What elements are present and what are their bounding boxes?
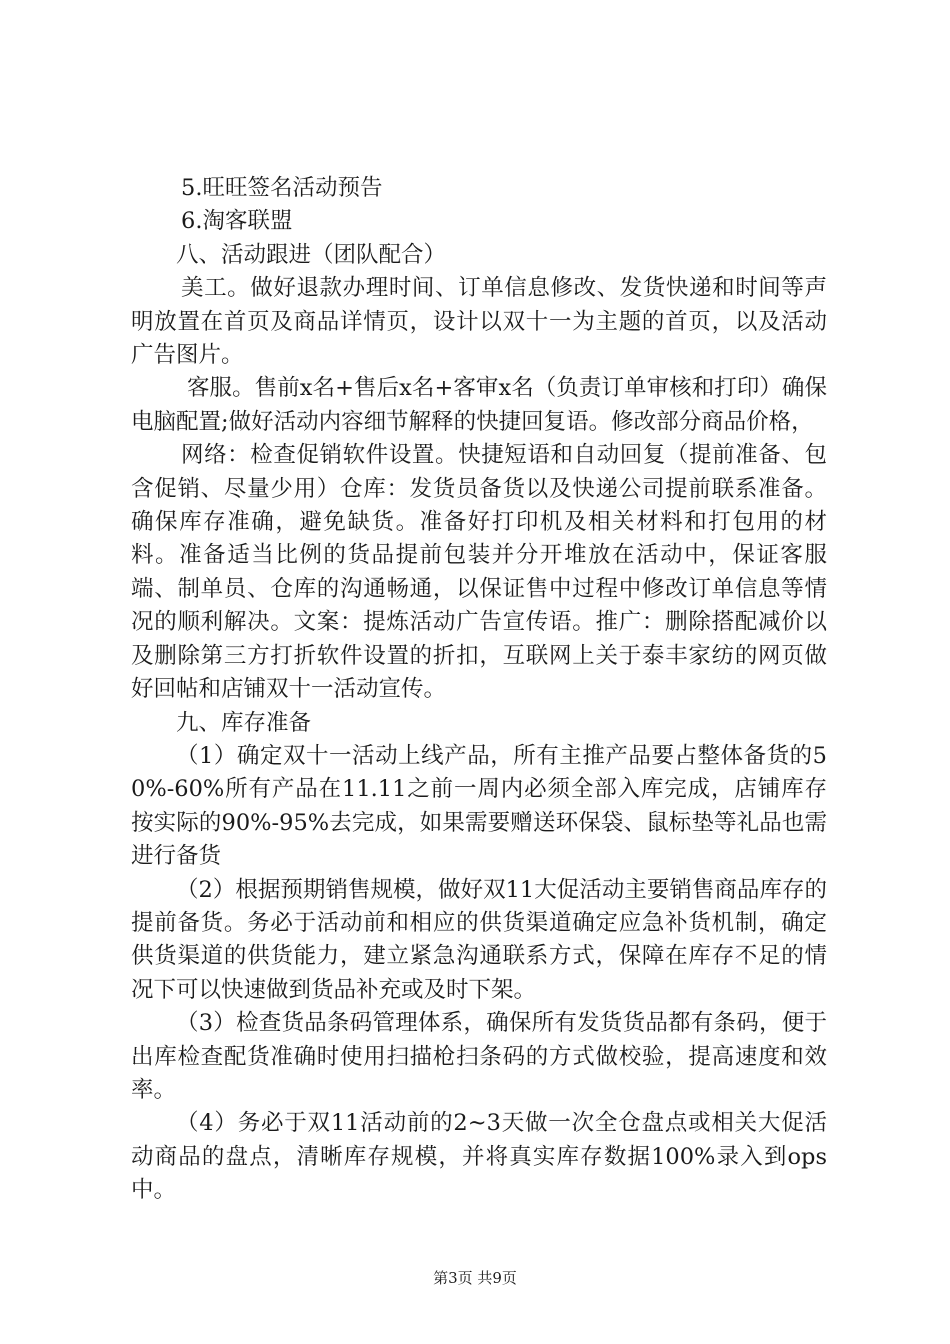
paragraph-inventory-item-1: （1）确定双十一活动上线产品，所有主推产品要占整体备货的50%-60%所有产品在11.11之前一周内必须全部入库完成，店铺库存按实际的90%-95%去完成，如果需要赠送环保袋、鼠标垫等礼品也需进行备货	[131, 742, 827, 870]
section-heading-activity-followup: 八、活动跟进（团队配合）	[176, 241, 447, 268]
paragraph-inventory-item-4: （4）务必于双11活动前的2~3天做一次全仓盘点或相关大促活动商品的盘点，清晰库存规模，并将真实库存数据100%录入到ops中。	[131, 1110, 827, 1204]
page-number-footer: 第3页 共9页	[433, 1269, 517, 1287]
list-item-taoke-alliance: 6.淘客联盟	[181, 208, 293, 235]
paragraph-inventory-item-3: （3）检查货品条码管理体系，确保所有发货货品都有条码，便于出库检查配货准确时使用扫描枪扫条码的方式做校验，提高速度和效率。	[131, 1010, 827, 1103]
paragraph-inventory-item-2: （2）根据预期销售规模，做好双11大促活动主要销售商品库存的提前备货。务必于活动前和相应的供货渠道确定应急补货机制，确定供货渠道的供货能力，建立紧急沟通联系方式，保障在库存不足的情况下可以快速做到货品补充或及时下架。	[131, 876, 827, 1003]
paragraph-network-warehouse: 网络：检查促销软件设置。快捷短语和自动回复（提前准备、包含促销、尽量少用）仓库：发货员备货以及快递公司提前联系准备。确保库存准确，避免缺货。准备好打印机及相关材料和打包用的材料。准备适当比例的货品提前包装并分开堆放在活动中，保证客服端、制单员、仓库的沟通畅通，以保证售中过程中修改订单信息等情况的顺利解决。文案：提炼活动广告宣传语。推广：删除搭配减价以及删除第三方打折软件设置的折扣，互联网上关于泰丰家纺的网页做好回帖和店铺双十一活动宣传。	[131, 442, 827, 703]
paragraph-customer-service: 客服。售前x名+售后x名+客审x名（负责订单审核和打印）确保电脑配置;做好活动内容细节解释的快捷回复语。修改部分商品价格，	[131, 375, 827, 435]
document-body	[131, 172, 827, 1208]
section-heading-inventory: 九、库存准备	[176, 709, 312, 736]
list-item-wangwang-signature: 5.旺旺签名活动预告	[181, 175, 383, 201]
paragraph-art-design: 美工。做好退款办理时间、订单信息修改、发货快递和时间等声明放置在首页及商品详情页，设计以双十一为主题的首页，以及活动广告图片。	[131, 275, 827, 369]
